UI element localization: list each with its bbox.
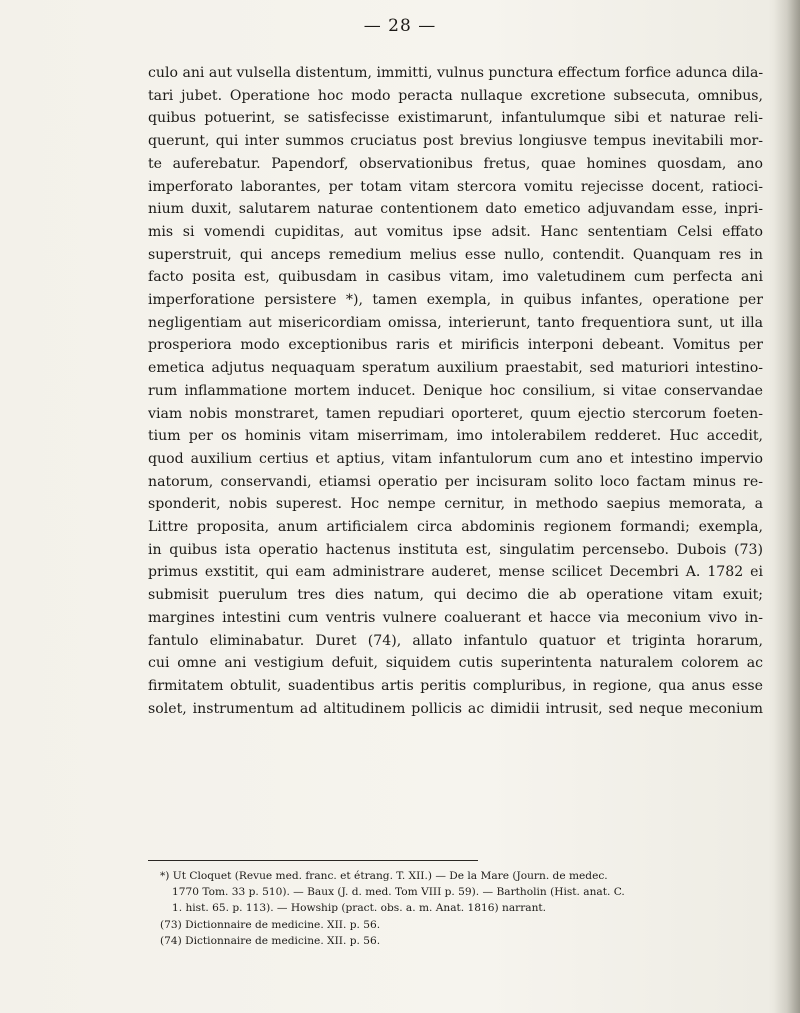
text-line: fantulo eliminabatur. Duret (74), allato infantulo quatuor et triginta horarum, xyxy=(148,632,763,649)
text-line: facto posita est, quibusdam in casibus vitam, imo valetudinem cum perfecta ani xyxy=(148,269,763,286)
footnote-divider xyxy=(148,860,478,861)
text-line: emetica adjutus nequaquam speratum auxilium praestabit, sed maturiori intestino- xyxy=(148,360,763,377)
text-line: natorum, conservandi, etiamsi operatio per incisuram solito loco factam minus re- xyxy=(148,473,763,490)
text-line: rum inflammatione mortem inducet. Denique hoc consilium, si vitae conservandae xyxy=(148,382,763,399)
text-line: quibus potuerint, se satisfecisse existimarunt, infantulumque sibi et naturae reli- xyxy=(148,110,763,127)
text-line: nium duxit, salutarem naturae contentionem dato emetico adjuvandam esse, inpri- xyxy=(148,201,763,218)
text-line: primus exstitit, qui eam administrare auderet, mense scilicet Decembri A. 1782 ei xyxy=(148,564,763,581)
body-text xyxy=(148,62,763,720)
footnote-line: *) Ut Cloquet (Revue med. franc. et étrang. T. XII.) — De la Mare (Journ. de medec. xyxy=(160,870,608,882)
text-line: margines intestini cum ventris vulnere coaluerant et hacce via meconium vivo in- xyxy=(148,609,763,626)
text-line: tari jubet. Operatione hoc modo peracta nullaque excretione subsecuta, omnibus, xyxy=(148,87,763,104)
text-line: querunt, qui inter summos cruciatus post brevius longiusve tempus inevitabili mor- xyxy=(148,133,763,150)
text-line: sponderit, nobis superest. Hoc nempe cernitur, in methodo saepius memorata, a xyxy=(148,496,763,513)
text-line: imperforatione persistere *), tamen exempla, in quibus infantes, operatione per xyxy=(148,292,763,309)
text-line: mis si vomendi cupiditas, aut vomitus ipse adsit. Hanc sententiam Celsi effato xyxy=(148,223,763,240)
text-line: cui omne ani vestigium defuit, siquidem cutis superintenta naturalem colorem ac xyxy=(148,655,763,672)
text-line: submisit puerulum tres dies natum, qui decimo die ab operatione vitam exuit; xyxy=(148,587,763,604)
text-line: tium per os hominis vitam miserrimam, imo intolerabilem redderet. Huc accedit, xyxy=(148,428,763,445)
text-line: prosperiora modo exceptionibus raris et mirificis interponi debeant. Vomitus per xyxy=(148,337,763,354)
footnotes xyxy=(160,868,765,949)
text-line: superstruit, qui anceps remedium melius esse nullo, contendit. Quanquam res in xyxy=(148,246,763,263)
footnote-line: (74) Dictionnaire de medicine. XII. p. 56. xyxy=(160,934,381,947)
footnote-line: 1. hist. 65. p. 113). — Howship (pract. obs. a. m. Anat. 1816) narrant. xyxy=(172,902,547,915)
text-line: in quibus ista operatio hactenus instituta est, singulatim percensebo. Dubois (73) xyxy=(148,541,763,558)
text-line: imperforato laborantes, per totam vitam stercora vomitu rejecisse docent, ratioci- xyxy=(148,178,763,195)
text-line: solet, instrumentum ad altitudinem pollicis ac dimidii intrusit, sed neque meconium xyxy=(148,700,763,717)
text-line: te auferebatur. Papendorf, observationibus fretus, quae homines quosdam, ano xyxy=(148,155,763,172)
text-line: negligentiam aut misericordiam omissa, interierunt, tanto frequentiora sunt, ut illa xyxy=(148,314,763,331)
page-number: — 28 — xyxy=(363,16,437,36)
text-line: culo ani aut vulsella distentum, immitti, vulnus punctura effectum forfice adunca dila- xyxy=(148,65,764,81)
text-line: viam nobis monstraret, tamen repudiari oporteret, quum ejectio stercorum foeten- xyxy=(148,405,763,422)
text-line: Littre proposita, anum artificialem circa abdominis regionem formandi; exempla, xyxy=(148,519,763,536)
text-line: quod auxilium certius et aptius, vitam infantulorum cum ano et intestino impervio xyxy=(148,450,763,467)
page-edge-shadow xyxy=(774,0,800,1013)
text-line: firmitatem obtulit, suadentibus artis peritis compluribus, in regione, qua anus esse xyxy=(148,677,763,694)
footnote-line: 1770 Tom. 33 p. 510). — Baux (J. d. med. Tom VIII p. 59). — Bartholin (Hist. anat. C. xyxy=(172,886,625,899)
footnote-line: (73) Dictionnaire de medicine. XII. p. 56. xyxy=(160,918,381,931)
